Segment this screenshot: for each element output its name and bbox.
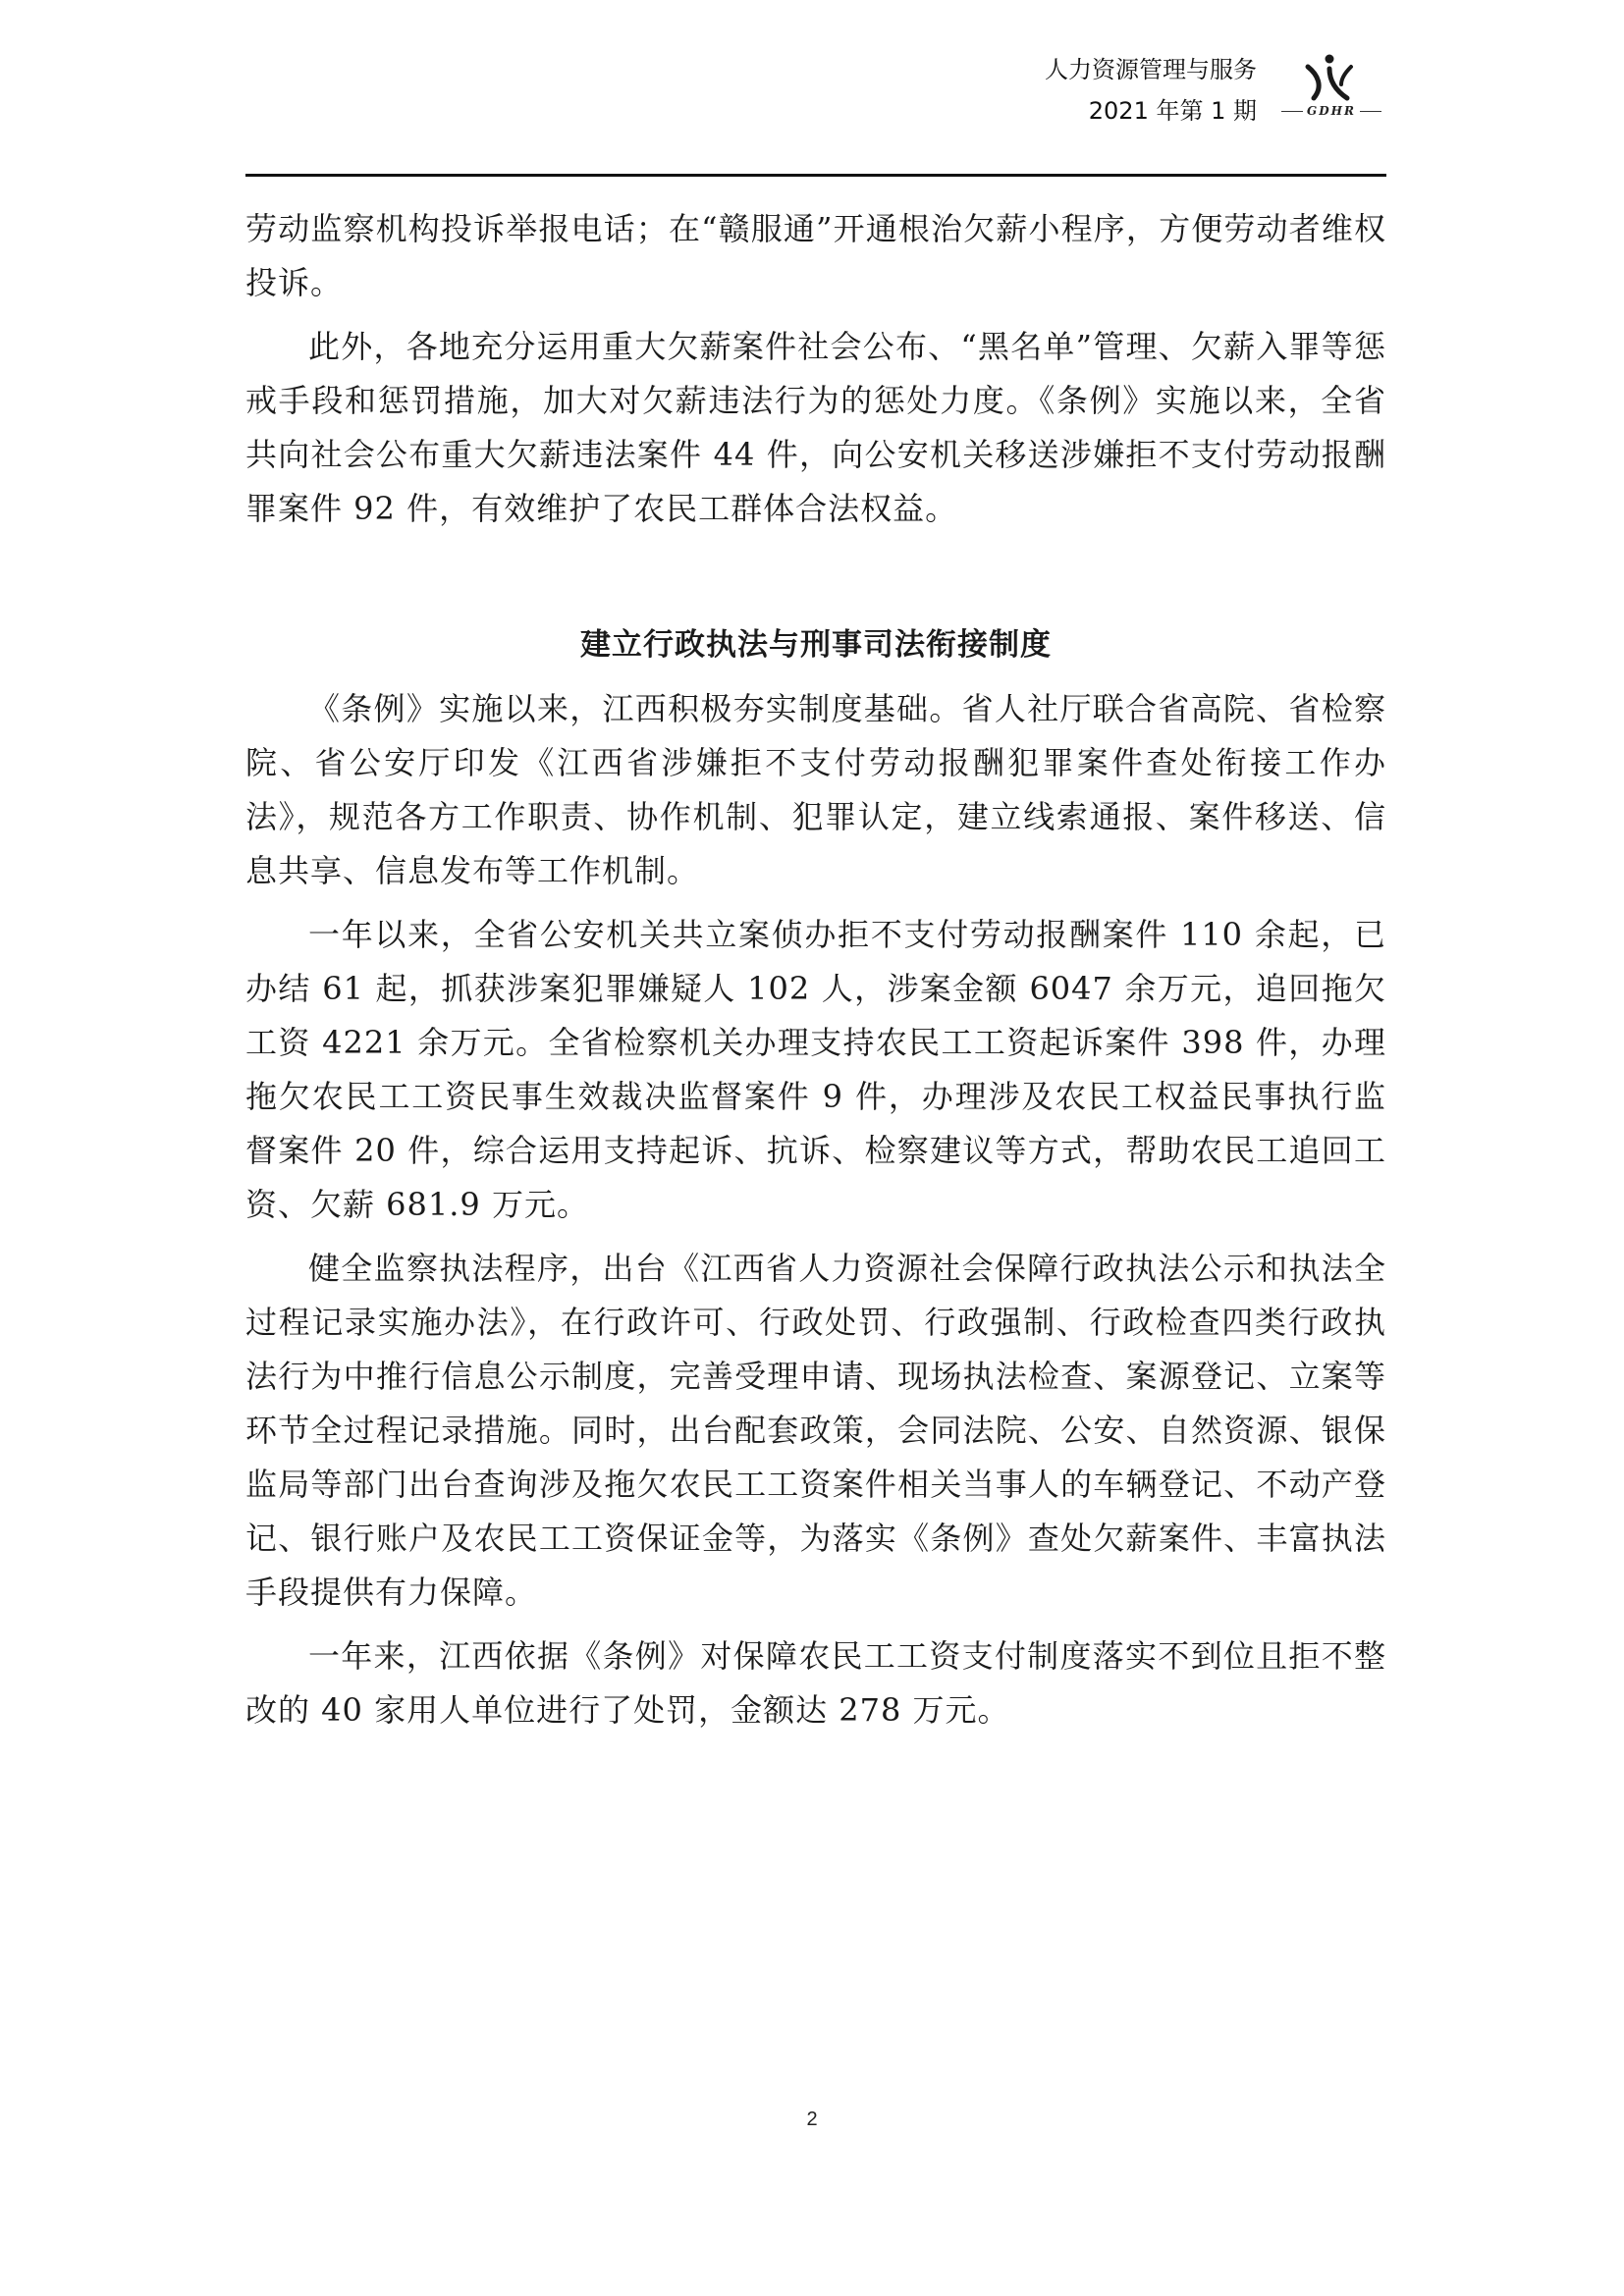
spacer xyxy=(245,898,1386,908)
spacer xyxy=(245,310,1386,320)
issue-number: 2021 年第 1 期 xyxy=(1088,97,1257,125)
spacer xyxy=(245,672,1386,682)
logo-text: GDHR xyxy=(1276,104,1386,118)
gdhr-logo-icon xyxy=(1300,53,1359,102)
paragraph-continuation: 劳动监察机构投诉举报电话；在“赣服通”开通根治欠薪小程序，方便劳动者维权投诉。 xyxy=(245,210,1386,301)
spacer xyxy=(245,1620,1386,1629)
article-body xyxy=(245,202,1386,1737)
paragraph: 一年以来，全省公安机关共立案侦办拒不支付劳动报酬案件 110 余起，已办结 61 起，抓获涉案犯罪嫌疑人 102 人，涉案金额 6047 余万元，追回拖欠工资 4221 余万元。全省检察机关办理支持农民工工资起诉案件 398 件，办理拖欠农民工工资民事生效裁决监督案件 9 件，办理涉及农民工权益民事执行监督案件 20 件，综合运用支持起诉、抗诉、检察建议等方式，帮助农民工追回工资、欠薪 681.9 万元。 xyxy=(245,916,1386,1223)
page-number: 2 xyxy=(806,2109,818,2130)
gdhr-logo xyxy=(1276,53,1386,128)
paragraph: 此外，各地充分运用重大欠薪案件社会公布、“黑名单”管理、欠薪入罪等惩戒手段和惩罚措施，加大对欠薪违法行为的惩处力度。《条例》实施以来，全省共向社会公布重大欠薪违法案件 44 件，向公安机关移送涉嫌拒不支付劳动报酬罪案件 92 件，有效维护了农民工群体合法权益。 xyxy=(245,328,1386,527)
section-title: 建立行政执法与刑事司法衔接制度 xyxy=(580,627,1052,663)
header-divider xyxy=(245,174,1386,177)
paragraph: 健全监察执法程序，出台《江西省人力资源社会保障行政执法公示和执法全过程记录实施办法》，在行政许可、行政处罚、行政强制、行政检查四类行政执法行为中推行信息公示制度，完善受理申请、现场执法检查、案源登记、立案等环节全过程记录措施。同时，出台配套政策，会同法院、公安、自然资源、银保监局等部门出台查询涉及拖欠农民工工资案件相关当事人的车辆登记、不动产登记、银行账户及农民工工资保证金等，为落实《条例》查处欠薪案件、丰富执法手段提供有力保障。 xyxy=(245,1250,1386,1611)
spacer xyxy=(245,536,1386,618)
page-header xyxy=(245,49,1386,177)
header-text xyxy=(1045,49,1257,132)
paragraph: 一年来，江西依据《条例》对保障农民工工资支付制度落实不到位且拒不整改的 40 家用人单位进行了处罚，金额达 278 万元。 xyxy=(245,1637,1386,1729)
journal-name: 人力资源管理与服务 xyxy=(1045,56,1257,83)
paragraph: 《条例》实施以来，江西积极夯实制度基础。省人社厅联合省高院、省检察院、省公安厅印发《江西省涉嫌拒不支付劳动报酬犯罪案件查处衔接工作办法》，规范各方工作职责、协作机制、犯罪认定，建立线索通报、案件移送、信息共享、信息发布等工作机制。 xyxy=(245,690,1386,889)
spacer xyxy=(245,1232,1386,1242)
